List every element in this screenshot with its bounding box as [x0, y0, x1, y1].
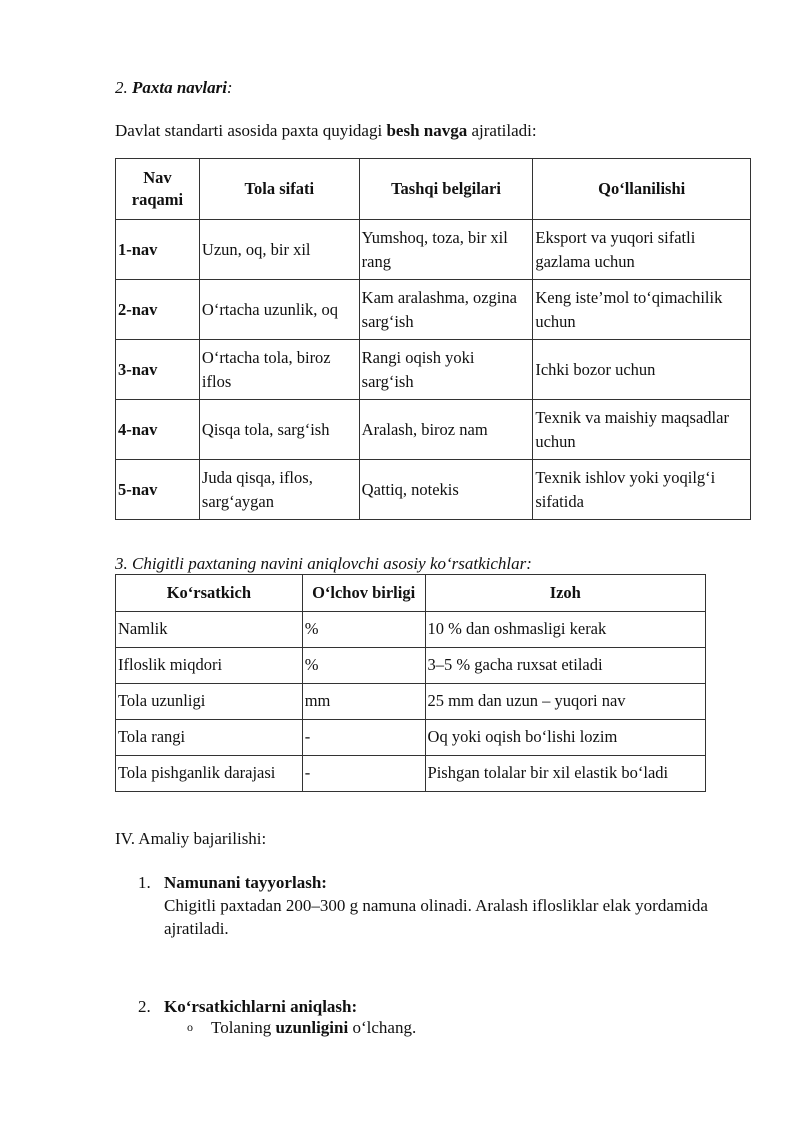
table-cell: O‘rtacha uzunlik, oq — [199, 280, 359, 340]
step-title: Namunani tayyorlash: — [164, 873, 327, 892]
step-number: 2. — [138, 997, 151, 1016]
table-row — [116, 220, 751, 280]
section-heading-3: 3. Chigitli paxtaning navini aniqlovchi asosiy ko‘rsatkichlar: — [115, 554, 532, 573]
table-cell: Yumshoq, toza, bir xil rang — [359, 220, 533, 280]
table-cell: 3–5 % gacha ruxsat etiladi — [425, 648, 705, 684]
intro-text-end: ajratiladi: — [467, 121, 537, 140]
table-cell: 25 mm dan uzun – yuqori nav — [425, 684, 705, 720]
table-row — [116, 648, 706, 684]
table-cell: Qisqa tola, sarg‘ish — [199, 400, 359, 460]
table-cell: - — [302, 756, 425, 792]
table-cell: Tola uzunligi — [116, 684, 303, 720]
header-cell: O‘lchov birligi — [302, 575, 425, 612]
table-cell: Rangi oqish yoki sarg‘ish — [359, 340, 533, 400]
table-row — [116, 684, 706, 720]
bullet-marker-icon: o — [187, 1020, 193, 1034]
header-cell: Ko‘rsatkich — [116, 575, 303, 612]
header-cell: Tashqi belgilari — [359, 159, 533, 220]
table-row — [116, 460, 751, 520]
table-cell: Ichki bozor uchun — [533, 340, 751, 400]
indicators-table — [115, 574, 706, 792]
table-cell: 10 % dan oshmasligi kerak — [425, 612, 705, 648]
grades-table — [115, 158, 751, 520]
header-cell: Qo‘llanilishi — [533, 159, 751, 220]
section-number: 2. — [115, 78, 128, 97]
section-heading-4: IV. Amaliy bajarilishi: — [115, 829, 267, 848]
header-cell: Nav raqami — [116, 159, 200, 220]
bullet-text: Tolaning — [211, 1018, 276, 1037]
table-cell: 4-nav — [116, 400, 200, 460]
table-cell: Uzun, oq, bir xil — [199, 220, 359, 280]
table-cell: Eksport va yuqori sifatli gazlama uchun — [533, 220, 751, 280]
table-cell: - — [302, 720, 425, 756]
table-cell: 1-nav — [116, 220, 200, 280]
table-cell: O‘rtacha tola, biroz iflos — [199, 340, 359, 400]
step-title: Ko‘rsatkichlarni aniqlash: — [164, 997, 358, 1016]
table-cell: mm — [302, 684, 425, 720]
intro-text: Davlat standarti asosida paxta quyidagi — [115, 121, 387, 140]
table-cell: Texnik va maishiy maqsadlar uchun — [533, 400, 751, 460]
table-cell: Namlik — [116, 612, 303, 648]
table-row — [116, 340, 751, 400]
intro-bold: besh navga — [386, 121, 468, 140]
section-heading-2 — [115, 77, 233, 100]
table-cell: Qattiq, notekis — [359, 460, 533, 520]
table-cell: % — [302, 648, 425, 684]
table-cell: Tola pishganlik darajasi — [116, 756, 303, 792]
table-cell: Tola rangi — [116, 720, 303, 756]
section-colon: : — [226, 78, 233, 97]
step-text: Chigitli paxtadan 200–300 g namuna olinadi. Aralash iflosliklar elak yordamida ajratiladi. — [164, 895, 708, 938]
header-cell: Tola sifati — [199, 159, 359, 220]
bullet-text-end: o‘lchang. — [348, 1018, 417, 1037]
table-row — [116, 400, 751, 460]
header-cell: Izoh — [425, 575, 705, 612]
section-title: Paxta navlari — [132, 78, 227, 97]
step-number: 1. — [138, 873, 151, 892]
table-header-row — [116, 159, 751, 220]
intro-paragraph — [115, 120, 537, 143]
table-row — [116, 756, 706, 792]
table-cell: Texnik ishlov yoki yoqilg‘i sifatida — [533, 460, 751, 520]
table-row — [116, 280, 751, 340]
table-cell: Oq yoki oqish bo‘lishi lozim — [425, 720, 705, 756]
table-cell: Keng iste’mol to‘qimachilik uchun — [533, 280, 751, 340]
table-row — [116, 720, 706, 756]
table-cell: 5-nav — [116, 460, 200, 520]
table-cell: Ifloslik miqdori — [116, 648, 303, 684]
bullet-bold: uzunligini — [275, 1018, 349, 1037]
table-cell: % — [302, 612, 425, 648]
table-cell: 2-nav — [116, 280, 200, 340]
table-cell: Pishgan tolalar bir xil elastik bo‘ladi — [425, 756, 705, 792]
table-cell: Kam aralashma, ozgina sarg‘ish — [359, 280, 533, 340]
table-cell: Juda qisqa, iflos, sarg‘aygan — [199, 460, 359, 520]
table-header-row — [116, 575, 706, 612]
table-cell: 3-nav — [116, 340, 200, 400]
table-cell: Aralash, biroz nam — [359, 400, 533, 460]
table-row — [116, 612, 706, 648]
